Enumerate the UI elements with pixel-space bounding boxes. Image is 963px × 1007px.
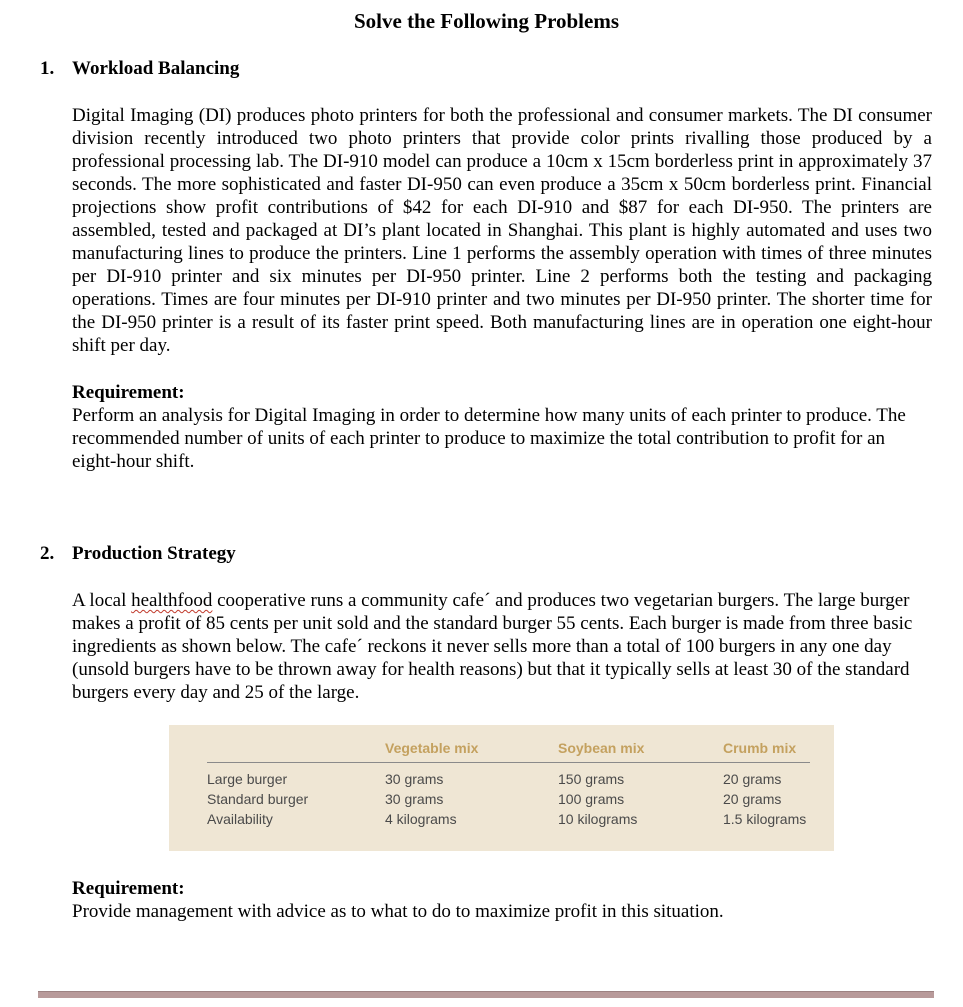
table-header-divider [207, 762, 810, 763]
table-cell: 10 kilograms [558, 811, 638, 827]
table-cell: 1.5 kilograms [723, 811, 807, 827]
problem-1-heading [40, 57, 239, 81]
problem-1-title: Workload Balancing [72, 58, 240, 79]
problem-1-number: 1. [40, 58, 55, 79]
problem-2-title: Production Strategy [72, 543, 236, 564]
problem-2-requirement [72, 877, 932, 923]
ingredients-table [169, 725, 834, 851]
page-title: Solve the Following Problems [353, 9, 620, 33]
column-header-vegetable-mix: Vegetable mix [385, 740, 479, 756]
table-cell: 20 grams [723, 791, 782, 807]
page-bottom-border [38, 991, 934, 998]
table-cell: 30 grams [385, 791, 444, 807]
problem-1-body: Digital Imaging (DI) produces photo printers for both the professional and consumer markets. The DI consumer division recently introduced two photo printers that provide color prints rivalling those produced by a professional processing lab. The DI-910 model can produce a 10cm x 15cm borderless print in approximately 37 seconds. The more sophisticated and faster DI-950 can even produce a 35cm x 50cm borderless print. Financial projections show profit contributions of $42 for each DI-910 and $87 for each DI-950. The printers are assembled, tested and packaged at DI’s plant located in Shanghai. This plant is highly automated and uses two manufacturing lines to produce the printers. Line 1 performs the assembly operation with times of three minutes per DI-910 printer and six minutes per DI-950 printer. Line 2 performs both the testing and packaging operations. Times are four minutes per DI-910 printer and two minutes per DI-950 printer. The shorter time for the DI-950 printer is a result of its faster print speed. Both manufacturing lines are in operation one eight-hour shift per day. [72, 105, 932, 356]
column-header-soybean-mix: Soybean mix [558, 740, 645, 756]
column-header-crumb-mix: Crumb mix [723, 740, 797, 756]
row-label-availability: Availability [207, 811, 273, 827]
problem-2-heading [40, 542, 236, 566]
problem-1-requirement-text: Perform an analysis for Digital Imaging in order to determine how many units of each printer to produce. The recommended number of units of each printer to produce to maximize the total contribution to profit for an eight-hour shift. [72, 405, 906, 472]
table-cell: 30 grams [385, 771, 444, 787]
table-cell: 100 grams [558, 791, 625, 807]
problem-2-requirement-text: Provide management with advice as to what to do to maximize profit in this situation. [72, 901, 724, 922]
problem-1-requirement [72, 381, 932, 473]
problem-1-requirement-label: Requirement: [72, 382, 185, 403]
problem-2-body-prefix: A local [72, 590, 132, 611]
row-label-standard-burger: Standard burger [207, 791, 309, 807]
row-label-large-burger: Large burger [207, 771, 288, 787]
table-cell: 20 grams [723, 771, 782, 787]
table-cell: 150 grams [558, 771, 625, 787]
problem-2-requirement-label: Requirement: [72, 878, 185, 899]
problem-2-number: 2. [40, 543, 55, 564]
problem-2-body-suffix: cooperative runs a community cafe´ and produces two vegetarian burgers. The large burger makes a profit of 85 cents per unit sold and the standard burger 55 cents. Each burger is made from three basic ingredients as shown below. The cafe´ reckons it never sells more than a total of 100 burgers in any one day (unsold burgers have to be thrown away for health reasons) but that it typically sells at least 30 of the standard burgers every day and 25 of the large. [72, 590, 913, 703]
problem-2-body [72, 589, 932, 704]
table-cell: 4 kilograms [385, 811, 457, 827]
spellcheck-flagged-word: healthfood [131, 590, 213, 611]
